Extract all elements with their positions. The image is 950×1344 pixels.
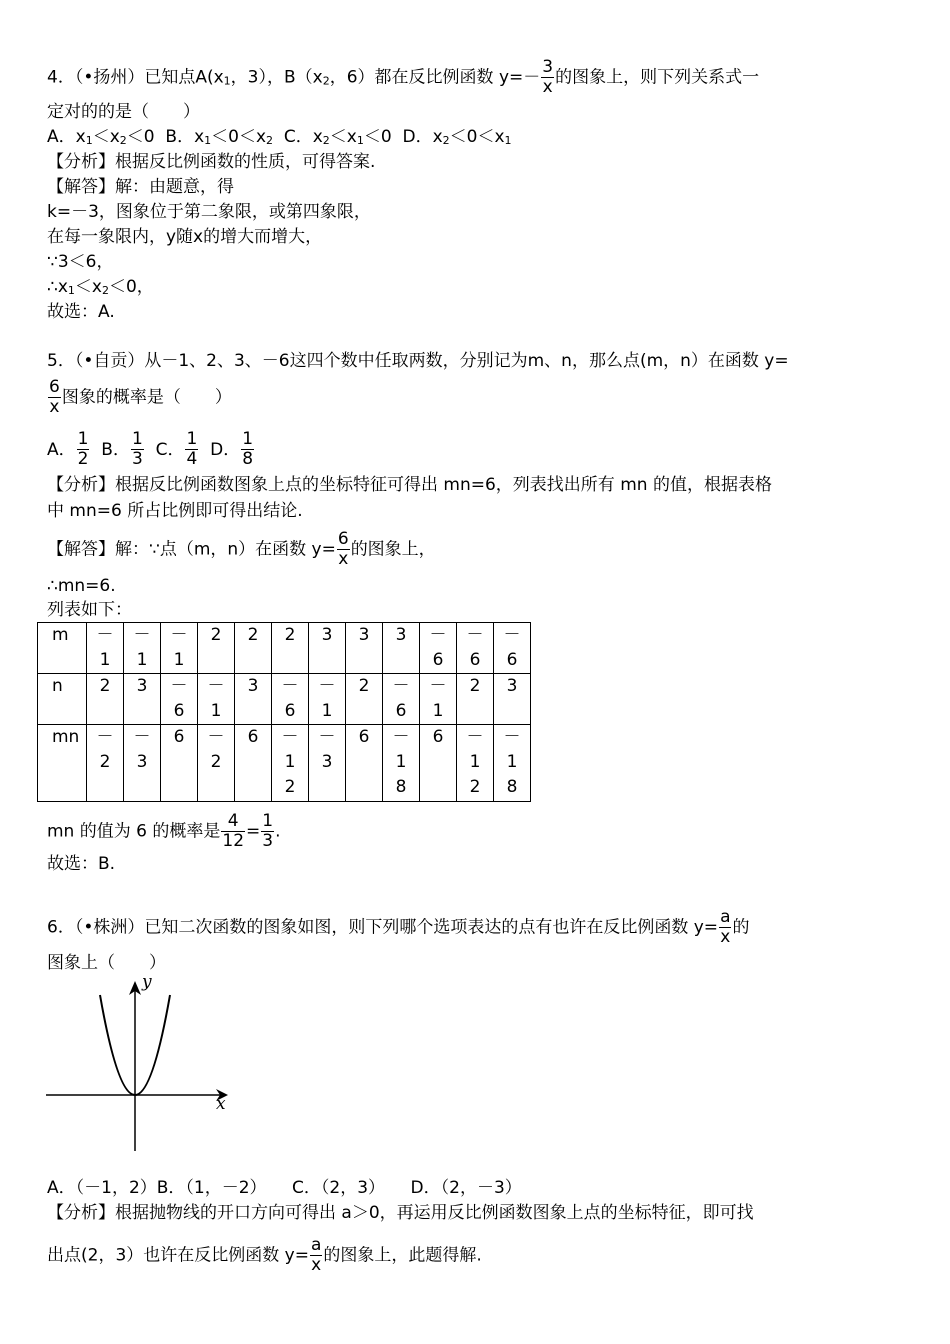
row-label: n [38,674,87,725]
table-cell: 2 [87,674,124,725]
q5-analysis-line2: 中 mn=6 所占比例即可得出结论. [47,501,303,521]
table-cell: 3 [383,623,420,674]
row-label: m [38,623,87,674]
table-row [38,725,531,802]
q4-stem-line1 [47,58,759,97]
q4-fraction [541,58,554,97]
fraction-denominator: x [49,397,60,417]
q4-solution: 【解答】解：由题意，得 [47,177,234,197]
table-cell: － 2 [87,725,124,802]
table-cell: 3 [235,674,272,725]
q5-stem-text: 图象的概率是（ ） [61,387,232,408]
table-cell: － 1 [309,674,346,725]
table-cell: － 6 [420,623,457,674]
q4-step-2: 在每一象限内，y随x的增大而增大， [47,227,323,247]
table-cell: 2 [198,623,235,674]
q5-option-b: B． $\frac{1}{3}$ [101,429,143,469]
table-cell: － 1 2 [272,725,309,802]
q4-stem-text: ，3），B（x [230,67,323,88]
q5-option-c: C． $\frac{1}{4}$ [155,429,198,469]
q5-solution: 【解答】解：∵点（m，n）在函数 y= $\frac{6}{x}$ 的图象上， [47,529,436,569]
q4-step-3: ∵3＜6， [47,252,114,272]
table-cell: － 1 8 [383,725,420,802]
q4-stem-line2: 定对的的是（ ） [47,102,200,122]
table-cell: 2 [272,623,309,674]
table-cell: 6 [346,725,383,802]
table-row [38,623,531,674]
q4-stem-text: ，6）都在反比例函数 y=－ [329,67,541,88]
row-label: mn [38,725,87,802]
table-cell: － 1 [198,674,235,725]
q4-stem-text: 4．（•扬州）已知点A(x [47,67,224,88]
table-cell: － 1 [87,623,124,674]
q4-option-c: C．$x_2<x_1<0$ [283,127,392,147]
table-cell: － 6 [457,623,494,674]
q4-option-a: A．$x_1<x_2<0$ [47,127,155,147]
q5-option-a: A． $\frac{1}{2}$ [47,429,89,469]
table-row [38,674,531,725]
table-cell: － 3 [309,725,346,802]
q5-options [47,430,255,469]
table-cell: 2 [235,623,272,674]
table-cell: － 1 8 [494,725,531,802]
q6-stem-line2: 图象上（ ） [47,953,166,973]
table-cell: 2 [346,674,383,725]
q6-options: A．（－1，2）B．（1，－2） C．（2，3） D．（2，－3） [47,1178,522,1198]
table-cell: － 1 [420,674,457,725]
q4-options [47,126,512,152]
q4-answer: 故选：A. [47,302,115,322]
table-cell: 6 [161,725,198,802]
fraction-denominator: x [542,77,553,97]
table-cell: 6 [420,725,457,802]
parabola-graph [42,965,242,1155]
q6-analysis-line2: 出点(2，3）也许在反比例函数 y= $\frac{a}{x}$ 的图象上，此题得解. [47,1235,482,1275]
table-cell: － 6 [161,674,198,725]
q4-stem-text: 的图象上，则下列关系式一 [555,67,760,88]
fraction-numerator: 3 [542,57,554,77]
table-cell: － 6 [494,623,531,674]
table-cell: － 6 [383,674,420,725]
table-cell: － 1 2 [457,725,494,802]
table-cell: － 3 [124,725,161,802]
q5-analysis-line1: 【分析】根据反比例函数图象上点的坐标特征可得出 mn=6，列表找出所有 mn 的值，根据表格 [47,475,772,495]
q5-stem-line1: 5．（•自贡）从－1、2、3、－6这四个数中任取两数，分别记为m、n，那么点(m，n）在函数 y= [47,351,789,371]
q5-answer: 故选：B. [47,854,116,874]
table-cell: 2 [457,674,494,725]
fraction-numerator: 6 [49,377,60,397]
subscript: 1 [223,74,231,88]
q5-mn-equation: ∴mn=6. [47,576,116,596]
q5-option-d: D． $\frac{1}{8}$ [210,429,254,469]
y-axis-label: y [142,972,152,992]
subscript: 2 [322,74,330,88]
q5-fraction [48,378,61,417]
q4-analysis: 【分析】根据反比例函数的性质，可得答案. [47,152,376,172]
x-axis-label: x [216,1094,226,1114]
table-cell: － 6 [272,674,309,725]
q4-step-4: $\therefore x_1<x_2<0$， [47,277,154,297]
q5-stem-line2 [47,378,232,417]
table-cell: 6 [235,725,272,802]
table-cell: 3 [494,674,531,725]
table-cell: 3 [309,623,346,674]
q5-probability: mn 的值为 6 的概率是 $\frac{4}{12}$ = $\frac{1}{3}$ . [47,811,281,851]
q4-step-1: k=－3，图象位于第二象限，或第四象限， [47,202,371,222]
q5-table-intro: 列表如下： [47,600,132,620]
table-cell: － 1 [161,623,198,674]
table-cell: 3 [346,623,383,674]
table-cell: － 1 [124,623,161,674]
mn-value-table [37,622,531,802]
q6-analysis-line1: 【分析】根据抛物线的开口方向可得出 a＞0，再运用反比例函数图象上点的坐标特征，即可找 [47,1203,754,1223]
table-cell: － 2 [198,725,235,802]
table-cell: 3 [124,674,161,725]
q6-stem-line1: 6．（•株洲）已知二次函数的图象如图，则下列哪个选项表达的点有也许在反比例函数 y= $\frac{a}{x}$ 的 [47,907,750,947]
q4-option-b: B．$x_1<0<x_2$ [165,127,274,147]
q4-option-d: D．$x_2<0<x_1$ [402,127,512,147]
